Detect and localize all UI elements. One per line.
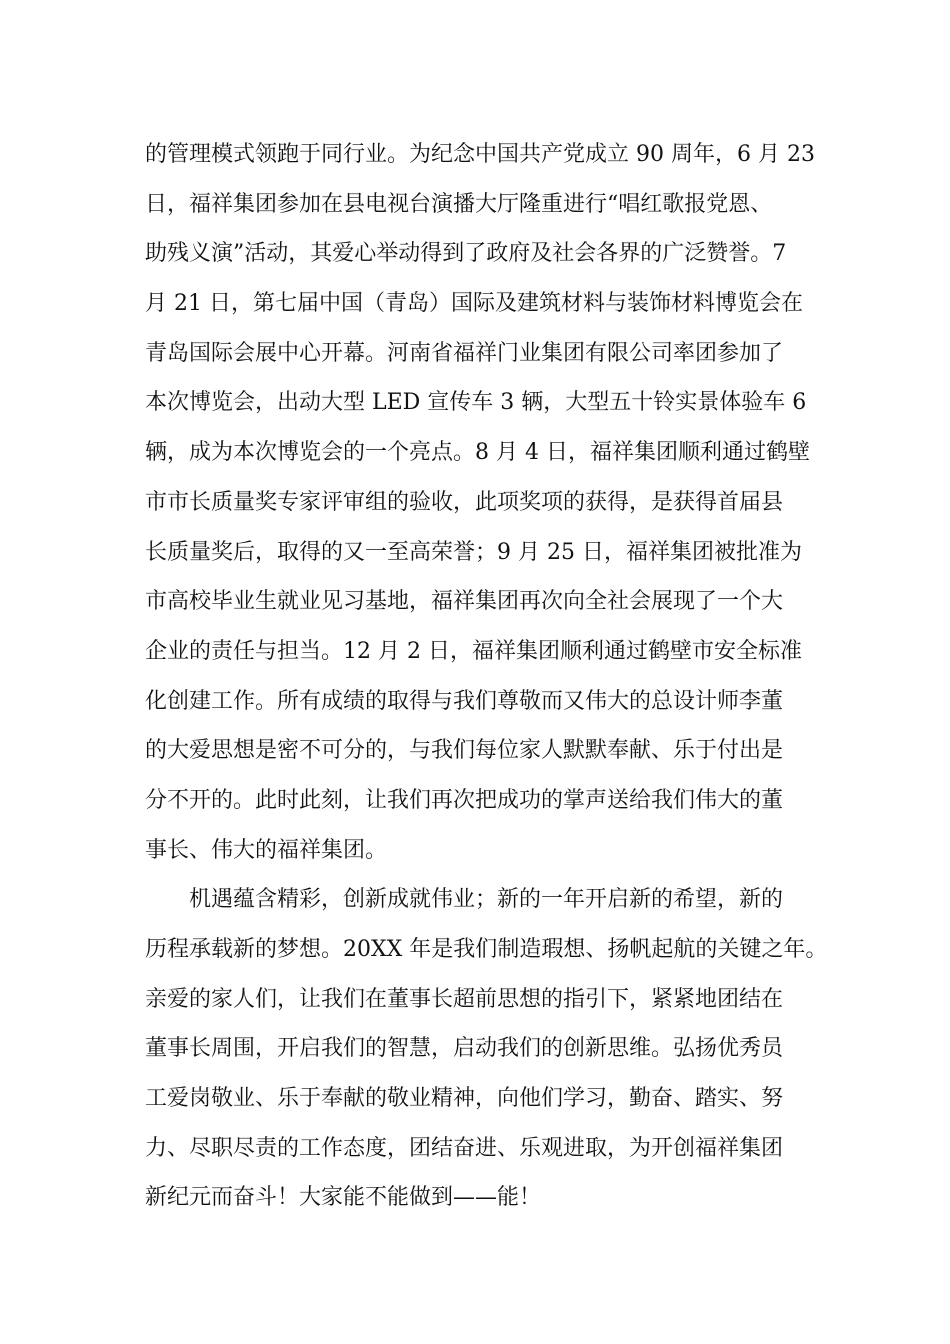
text-line: 新纪元而奋斗！大家能不能做到——能！	[145, 1185, 542, 1211]
text-line: 青岛国际会展中心开幕。河南省福祥门业集团有限公司率团参加了	[145, 340, 784, 366]
text-line: 亲爱的家人们，让我们在董事长超前思想的指引下，紧紧地团结在	[145, 986, 784, 1012]
text-line: 本次博览会，出动大型 LED 宣传车 3 辆，大型五十铃实景体验车 6	[145, 390, 807, 416]
text-line: 市高校毕业生就业见习基地，福祥集团再次向全社会展现了一个大	[145, 589, 784, 615]
text-line: 董事长周围，开启我们的智慧，启动我们的创新思维。弘扬优秀员	[145, 1036, 784, 1062]
text-line: 的大爱思想是密不可分的，与我们每位家人默默奉献、乐于付出是	[145, 738, 784, 764]
text-line: 力、尽职尽责的工作态度，团结奋进、乐观进取，为开创福祥集团	[145, 1135, 784, 1161]
text-line: 工爱岗敬业、乐于奉献的敬业精神，向他们学习，勤奋、踏实、努	[145, 1086, 784, 1112]
text-line: 化创建工作。所有成绩的取得与我们尊敬而又伟大的总设计师李董	[145, 688, 784, 714]
text-line: 的管理模式领跑于同行业。为纪念中国共产党成立 90 周年，6 月 23	[145, 142, 815, 167]
text-line: 助残义演”活动，其爱心举动得到了政府及社会各界的广泛赞誉。7	[145, 241, 787, 267]
text-line: 月 21 日，第七届中国（青岛）国际及建筑材料与装饰材料博览会在	[145, 291, 803, 317]
text-line: 市市长质量奖专家评审组的验收，此项奖项的获得，是获得首届县	[145, 489, 784, 515]
text-line: 长质量奖后，取得的又一至高荣誉；9 月 25 日，福祥集团被批准为	[145, 539, 802, 565]
text-line: 分不开的。此时此刻，让我们再次把成功的掌声送给我们伟大的董	[145, 787, 784, 813]
text-line: 企业的责任与担当。12 月 2 日，福祥集团顺利通过鹤壁市安全标准	[145, 638, 802, 664]
text-line: 历程承载新的梦想。20XX 年是我们制造瑕想、扬帆起航的关键之年。	[145, 937, 828, 962]
text-line: 辆，成为本次博览会的一个亮点。8 月 4 日，福祥集团顺利通过鹤壁	[145, 440, 810, 466]
text-line: 日，福祥集团参加在县电视台演播大厅隆重进行“唱红歌报党恩、	[145, 191, 773, 217]
body-text	[145, 130, 835, 1223]
text-line: 事长、伟大的福祥集团。	[145, 837, 388, 863]
text-line: 机遇蕴含精彩，创新成就伟业；新的一年开启新的希望，新的	[145, 887, 784, 913]
